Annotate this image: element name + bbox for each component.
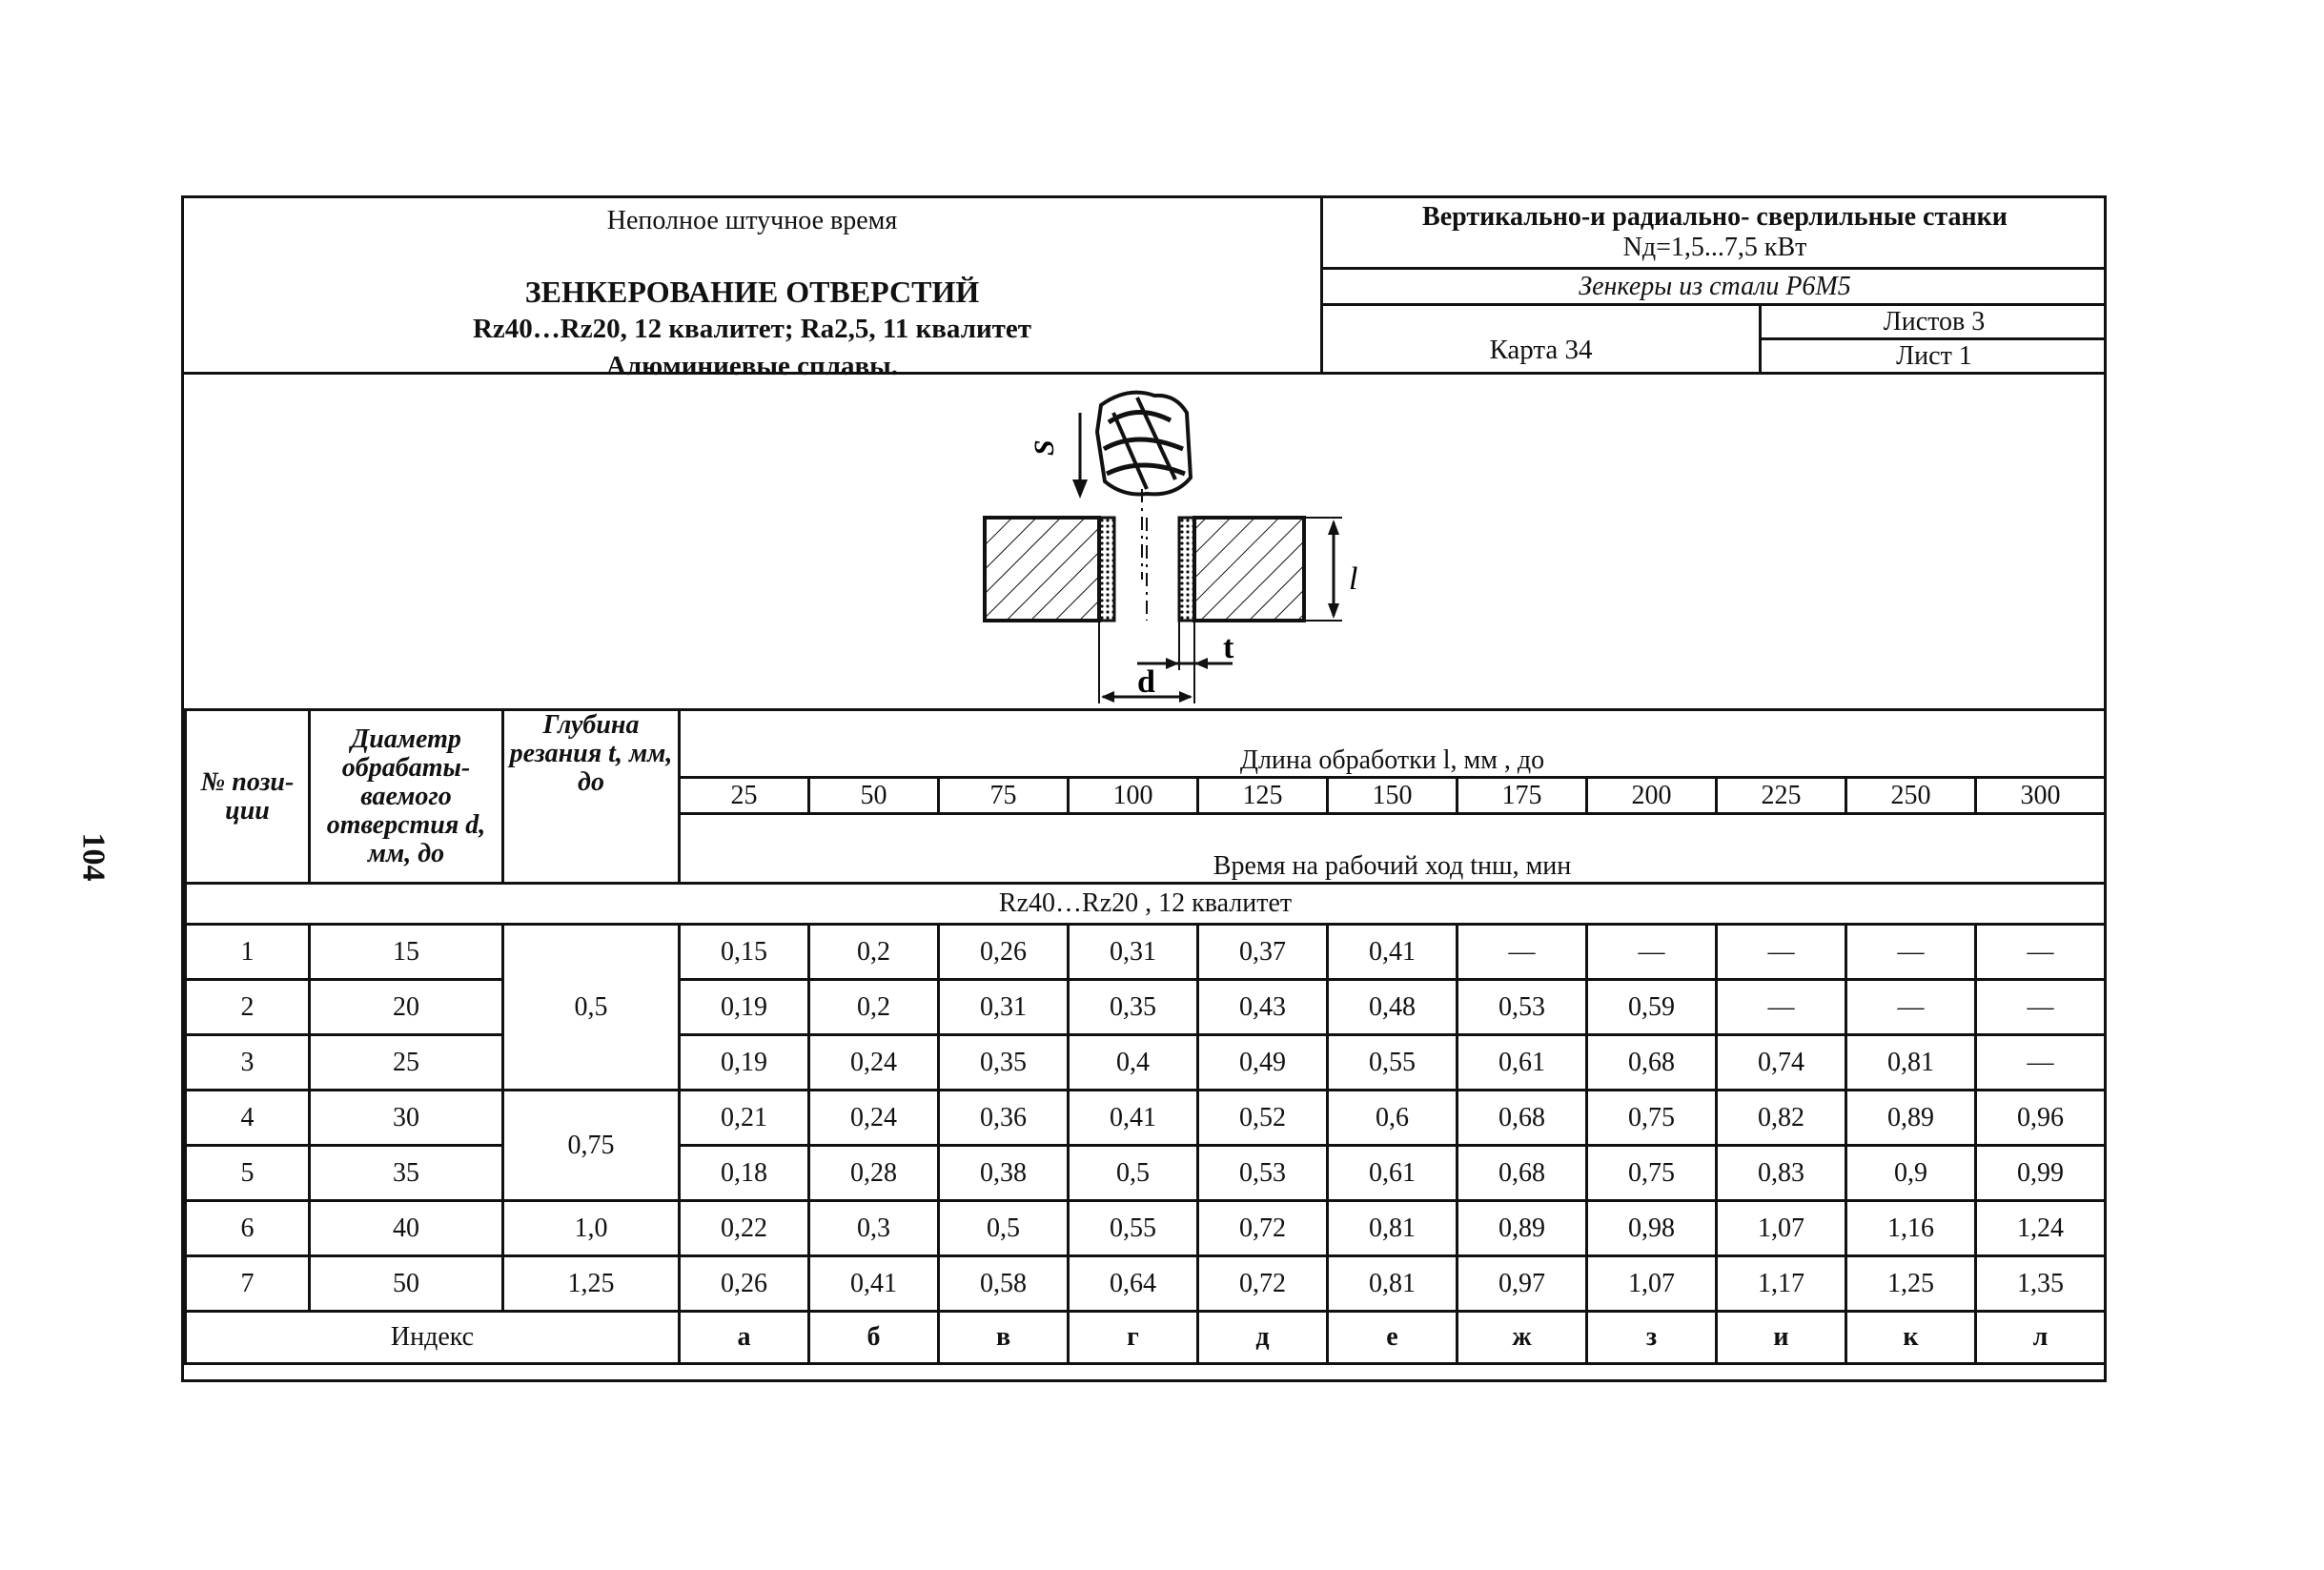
index-label: Индекс <box>186 1312 680 1364</box>
time-value-cell: 1,07 <box>1587 1256 1717 1312</box>
length-header-label: Длина обработки l, мм , до <box>1239 745 1545 775</box>
diameter-cell: 15 <box>310 925 503 980</box>
diameter-cell: 30 <box>310 1091 503 1146</box>
index-cell: б <box>809 1312 939 1364</box>
time-value-cell: 0,74 <box>1717 1035 1846 1091</box>
length-column-header: 50 <box>809 778 939 814</box>
time-value-cell: 0,43 <box>1198 980 1328 1035</box>
time-value-cell: 0,68 <box>1587 1035 1717 1091</box>
length-column-header: 200 <box>1587 778 1717 814</box>
time-value-cell: 0,59 <box>1587 980 1717 1035</box>
time-value-cell: 0,37 <box>1198 925 1328 980</box>
time-value-cell: 0,2 <box>809 980 939 1035</box>
header-title: ЗЕНКЕРОВАНИЕ ОТВЕРСТИЙ <box>524 275 980 309</box>
card-label: Карта 34 <box>1323 306 1762 372</box>
header-spec: Rz40…Rz20, 12 квалитет; Ra2,5, 11 квалитет <box>472 314 1032 344</box>
time-value-cell: — <box>1717 980 1846 1035</box>
table-row <box>186 1035 2106 1091</box>
time-value-cell: 0,61 <box>1328 1146 1458 1201</box>
section-header: Rz40…Rz20 , 12 квалитет <box>186 884 2106 925</box>
time-value-cell: 0,4 <box>1069 1035 1198 1091</box>
time-value-cell: 0,72 <box>1198 1201 1328 1256</box>
time-value-cell: 0,6 <box>1328 1091 1458 1146</box>
page-number: 104 <box>75 832 112 882</box>
time-value-cell: 0,81 <box>1328 1256 1458 1312</box>
time-value-cell: — <box>1976 1035 2106 1091</box>
position-cell: 7 <box>186 1256 310 1312</box>
time-value-cell: 0,53 <box>1198 1146 1328 1201</box>
diameter-cell: 35 <box>310 1146 503 1201</box>
index-cell: в <box>939 1312 1069 1364</box>
index-cell: л <box>1976 1312 2106 1364</box>
diameter-cell: 20 <box>310 980 503 1035</box>
time-value-cell: 0,26 <box>939 925 1069 980</box>
time-value-cell: — <box>1846 980 1976 1035</box>
index-cell: и <box>1717 1312 1846 1364</box>
table-row <box>186 925 2106 980</box>
time-value-cell: 0,31 <box>1069 925 1198 980</box>
time-value-cell: 0,28 <box>809 1146 939 1201</box>
position-cell: 6 <box>186 1201 310 1256</box>
time-value-cell: 0,81 <box>1328 1201 1458 1256</box>
time-value-cell: — <box>1846 925 1976 980</box>
time-value-cell: 0,2 <box>809 925 939 980</box>
col-position-header: № пози-ции <box>186 710 310 884</box>
time-value-cell: 0,9 <box>1846 1146 1976 1201</box>
time-value-cell: — <box>1976 925 2106 980</box>
time-value-cell: 0,48 <box>1328 980 1458 1035</box>
countersinking-sketch <box>184 375 2104 708</box>
header-left <box>184 198 1323 381</box>
diameter-cell: 50 <box>310 1256 503 1312</box>
header-right <box>1323 198 2107 375</box>
table-row <box>186 1146 2106 1201</box>
time-value-cell: 0,52 <box>1198 1091 1328 1146</box>
table-row <box>186 1091 2106 1146</box>
time-value-cell: 0,89 <box>1846 1091 1976 1146</box>
time-value-cell: 0,68 <box>1458 1146 1587 1201</box>
machines-label: Вертикально-и радиально- сверлильные станки <box>1422 202 2008 232</box>
time-value-cell: 0,98 <box>1587 1201 1717 1256</box>
time-value-cell: 0,19 <box>680 1035 809 1091</box>
time-norms-table <box>184 708 2107 1365</box>
length-column-header: 150 <box>1328 778 1458 814</box>
table-row <box>186 1256 2106 1312</box>
time-header-label: Время на рабочий ход tнш, мин <box>1213 851 1572 881</box>
sheet-label: Лист 1 <box>1896 341 1972 371</box>
time-value-cell: 0,5 <box>1069 1146 1198 1201</box>
machines-cell <box>1323 198 2107 270</box>
time-value-cell: 0,22 <box>680 1201 809 1256</box>
index-cell: а <box>680 1312 809 1364</box>
time-value-cell: 0,81 <box>1846 1035 1976 1091</box>
time-value-cell: 0,82 <box>1717 1091 1846 1146</box>
position-cell: 2 <box>186 980 310 1035</box>
time-value-cell: 1,17 <box>1717 1256 1846 1312</box>
header-material: Алюминиевые сплавы. <box>605 351 899 381</box>
time-value-cell: 0,18 <box>680 1146 809 1201</box>
time-value-cell: 0,61 <box>1458 1035 1587 1091</box>
time-value-cell: 0,96 <box>1976 1091 2106 1146</box>
time-value-cell: 0,68 <box>1458 1091 1587 1146</box>
time-value-cell: 0,55 <box>1069 1201 1198 1256</box>
length-column-header: 225 <box>1717 778 1846 814</box>
time-value-cell: 0,72 <box>1198 1256 1328 1312</box>
depth-label: t <box>1223 630 1234 665</box>
position-cell: 3 <box>186 1035 310 1091</box>
time-value-cell: 0,35 <box>939 1035 1069 1091</box>
depth-cell: 0,5 <box>503 925 680 1091</box>
time-value-cell: 0,15 <box>680 925 809 980</box>
length-label: l <box>1349 561 1358 597</box>
time-value-cell: 0,24 <box>809 1035 939 1091</box>
time-value-cell: 0,64 <box>1069 1256 1198 1312</box>
length-column-header: 100 <box>1069 778 1198 814</box>
time-value-cell: 0,83 <box>1717 1146 1846 1201</box>
time-value-cell: 0,58 <box>939 1256 1069 1312</box>
length-column-header: 250 <box>1846 778 1976 814</box>
workpiece-section <box>985 518 1342 703</box>
col-diameter-header: Диаметр обрабаты-ваемого отверстия d, мм, до <box>310 710 503 884</box>
index-cell: ж <box>1458 1312 1587 1364</box>
depth-cell: 0,75 <box>503 1091 680 1201</box>
time-value-cell: 0,3 <box>809 1201 939 1256</box>
time-value-cell: 0,19 <box>680 980 809 1035</box>
length-column-header: 300 <box>1976 778 2106 814</box>
time-value-cell: 1,16 <box>1846 1201 1976 1256</box>
time-value-cell: 0,24 <box>809 1091 939 1146</box>
time-value-cell: — <box>1976 980 2106 1035</box>
time-value-cell: 0,36 <box>939 1091 1069 1146</box>
time-value-cell: — <box>1717 925 1846 980</box>
time-value-cell: 0,75 <box>1587 1091 1717 1146</box>
diameter-cell: 40 <box>310 1201 503 1256</box>
time-header <box>680 814 2106 884</box>
index-cell: д <box>1198 1312 1328 1364</box>
index-row <box>186 1312 2106 1364</box>
time-value-cell: 0,53 <box>1458 980 1587 1035</box>
index-cell: з <box>1587 1312 1717 1364</box>
time-value-cell: 0,97 <box>1458 1256 1587 1312</box>
time-value-cell: 0,75 <box>1587 1146 1717 1201</box>
header-subtitle: Неполное штучное время <box>606 206 898 235</box>
index-cell: е <box>1328 1312 1458 1364</box>
diameter-label: d <box>1137 664 1155 700</box>
time-value-cell: 0,41 <box>809 1256 939 1312</box>
norm-card <box>181 195 2107 1382</box>
table-row <box>186 1201 2106 1256</box>
time-value-cell: 0,26 <box>680 1256 809 1312</box>
index-cell: к <box>1846 1312 1976 1364</box>
time-value-cell: 0,99 <box>1976 1146 2106 1201</box>
time-value-cell: 0,55 <box>1328 1035 1458 1091</box>
length-column-header: 25 <box>680 778 809 814</box>
depth-cell: 1,25 <box>503 1256 680 1312</box>
table-row <box>186 980 2106 1035</box>
sheets-total-label: Листов 3 <box>1762 306 2107 340</box>
depth-cell: 1,0 <box>503 1201 680 1256</box>
time-value-cell: 0,49 <box>1198 1035 1328 1091</box>
time-value-cell: 0,41 <box>1328 925 1458 980</box>
length-header <box>680 710 2106 778</box>
diameter-cell: 25 <box>310 1035 503 1091</box>
position-cell: 4 <box>186 1091 310 1146</box>
feed-arrow-icon <box>1072 413 1088 499</box>
position-cell: 5 <box>186 1146 310 1201</box>
time-value-cell: 1,25 <box>1846 1256 1976 1312</box>
tool-label: Зенкеры из стали Р6М5 <box>1323 270 2107 306</box>
time-value-cell: 0,41 <box>1069 1091 1198 1146</box>
time-value-cell: — <box>1458 925 1587 980</box>
time-value-cell: 0,38 <box>939 1146 1069 1201</box>
length-column-header: 125 <box>1198 778 1328 814</box>
time-value-cell: 0,35 <box>1069 980 1198 1035</box>
length-column-header: 75 <box>939 778 1069 814</box>
length-column-header: 175 <box>1458 778 1587 814</box>
time-value-cell: 0,31 <box>939 980 1069 1035</box>
power-label: Nд=1,5...7,5 кВт <box>1622 233 1807 262</box>
time-value-cell: 1,24 <box>1976 1201 2106 1256</box>
col-depth-header: Глубина резания t, мм, до <box>503 710 680 884</box>
time-value-cell: — <box>1587 925 1717 980</box>
feed-label: S <box>1029 439 1060 456</box>
position-cell: 1 <box>186 925 310 980</box>
time-value-cell: 0,5 <box>939 1201 1069 1256</box>
time-value-cell: 1,07 <box>1717 1201 1846 1256</box>
index-cell: г <box>1069 1312 1198 1364</box>
time-value-cell: 1,35 <box>1976 1256 2106 1312</box>
time-value-cell: 0,21 <box>680 1091 809 1146</box>
time-value-cell: 0,89 <box>1458 1201 1587 1256</box>
